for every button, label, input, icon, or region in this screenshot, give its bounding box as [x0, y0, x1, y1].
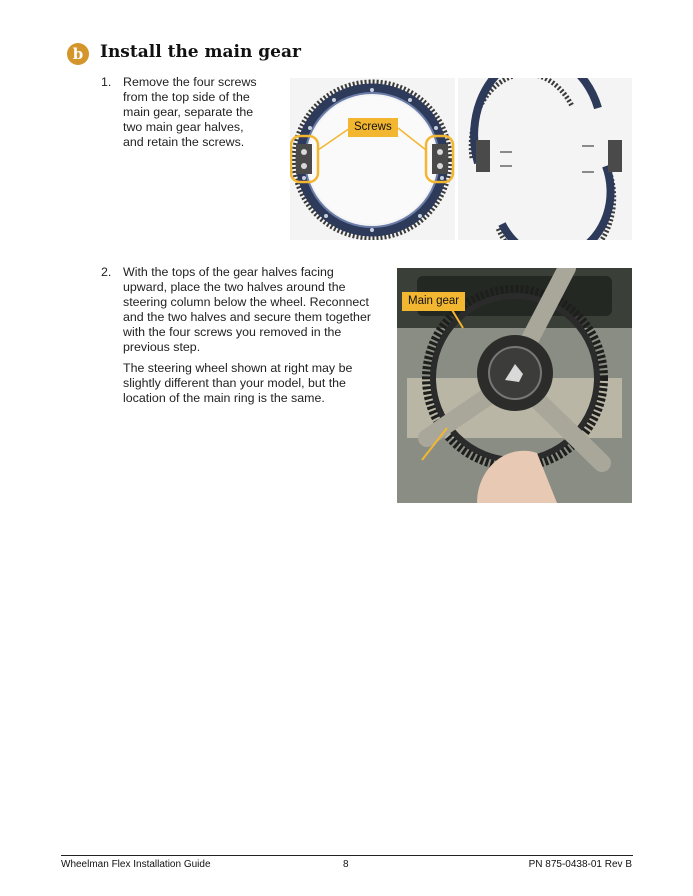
- gear-ring-illustration: [290, 78, 455, 240]
- step-line: Remove the four screws: [123, 75, 257, 89]
- section-badge: b: [67, 43, 89, 65]
- note-line: slightly different than your model, but the: [123, 376, 346, 390]
- step-line: and retain the screws.: [123, 135, 245, 149]
- step-line: and the two halves and secure them together: [123, 310, 371, 324]
- footer-rule: [61, 855, 633, 856]
- step-line: two main gear halves,: [123, 120, 244, 134]
- gear-halves-photo: [458, 78, 632, 240]
- part-number: PN 875-0438-01 Rev B: [528, 859, 632, 870]
- step-line: main gear, separate the: [123, 105, 254, 119]
- step-number: 1.: [101, 75, 112, 89]
- gear-ring-photo: [290, 78, 455, 240]
- step-number: 2.: [101, 265, 112, 279]
- steering-wheel-photo: [397, 268, 632, 503]
- step-line: upward, place the two halves around the: [123, 280, 346, 294]
- gear-halves-illustration: [458, 78, 632, 240]
- footer-title: Wheelman Flex Installation Guide: [61, 859, 211, 870]
- step-line: steering column below the wheel. Reconnect: [123, 295, 369, 309]
- screws-callout: Screws: [348, 118, 398, 137]
- step-line: from the top side of the: [123, 90, 250, 104]
- step-line: with the four screws you removed in the: [123, 325, 342, 339]
- section-title: Install the main gear: [100, 42, 301, 62]
- page-number: 8: [343, 859, 349, 870]
- step-text: [123, 75, 257, 150]
- step-text: [123, 265, 371, 406]
- step-line: With the tops of the gear halves facing: [123, 265, 334, 279]
- note-line: The steering wheel shown at right may be: [123, 361, 353, 375]
- note-line: location of the main ring is the same.: [123, 391, 325, 405]
- step-line: previous step.: [123, 340, 201, 354]
- main-gear-callout: Main gear: [402, 292, 465, 311]
